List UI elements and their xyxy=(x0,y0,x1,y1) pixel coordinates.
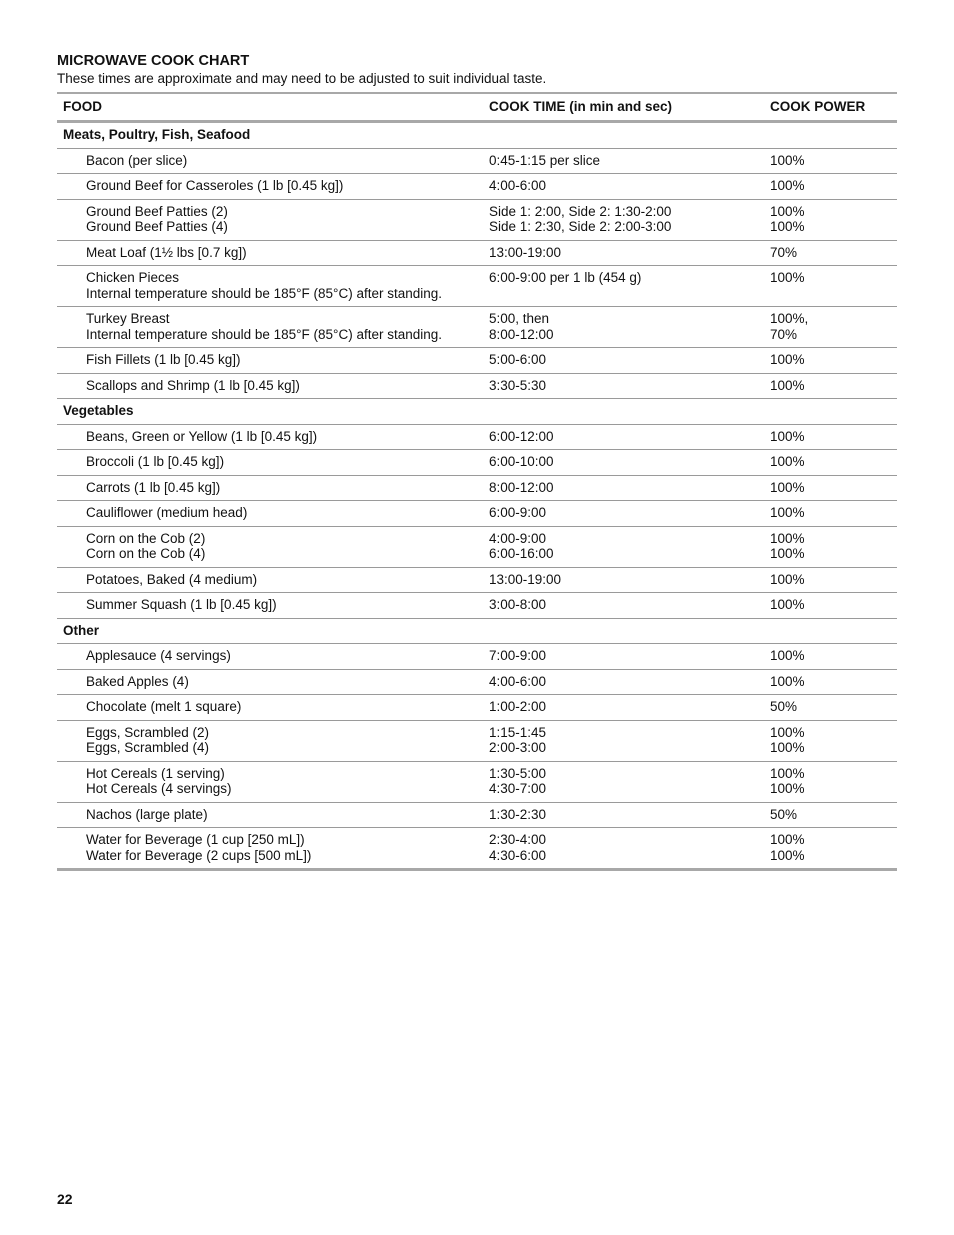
table-row xyxy=(57,695,897,721)
cook-power-cell xyxy=(764,695,897,721)
cook-time-cell xyxy=(483,526,764,567)
power-line: 100% xyxy=(770,765,805,781)
food-line: Fish Fillets (1 lb [0.45 kg]) xyxy=(86,352,241,367)
cook-power-cell xyxy=(764,348,897,374)
chart-subtitle: These times are approximate and may need to be adjusted to suit individual taste. xyxy=(57,71,547,86)
food-line: Carrots (1 lb [0.45 kg]) xyxy=(86,479,221,495)
food-line: Beans, Green or Yellow (1 lb [0.45 kg]) xyxy=(86,428,318,444)
food-cell xyxy=(57,199,483,240)
food-line: Chicken Pieces xyxy=(86,270,180,285)
food-line: Hot Cereals (1 serving) xyxy=(86,765,225,781)
cook-time-cell xyxy=(483,148,764,174)
food-line: Corn on the Cob (4) xyxy=(86,546,206,561)
cook-time-cell xyxy=(483,567,764,593)
cook-time-cell xyxy=(483,174,764,200)
time-line: 13:00-19:00 xyxy=(489,571,562,587)
header-row xyxy=(57,93,897,122)
food-line: Cauliflower (medium head) xyxy=(86,505,248,520)
table-row xyxy=(57,567,897,593)
cook-time-cell xyxy=(483,307,764,348)
power-line: 100% xyxy=(770,740,805,755)
table-row xyxy=(57,240,897,266)
category-label: Meats, Poultry, Fish, Seafood xyxy=(57,122,897,149)
time-line: 3:00-8:00 xyxy=(489,597,547,612)
cook-power-cell xyxy=(764,720,897,761)
power-line: 100%, xyxy=(770,311,809,326)
time-line: 4:30-6:00 xyxy=(489,847,547,863)
time-line: 1:15-1:45 xyxy=(489,724,547,740)
cook-power-cell xyxy=(764,450,897,476)
table-row xyxy=(57,266,897,307)
category-row xyxy=(57,122,897,149)
time-line: 4:00-6:00 xyxy=(489,178,547,193)
power-line: 100% xyxy=(770,648,805,663)
power-line: 100% xyxy=(770,505,805,520)
cook-power-cell xyxy=(764,424,897,450)
cook-power-cell xyxy=(764,567,897,593)
table-row xyxy=(57,828,897,870)
table-row xyxy=(57,475,897,501)
cook-power-cell xyxy=(764,501,897,527)
cook-time-cell xyxy=(483,475,764,501)
food-line: Summer Squash (1 lb [0.45 kg]) xyxy=(86,597,277,612)
power-line: 100% xyxy=(770,152,805,168)
page-number: 22 xyxy=(57,1191,73,1207)
food-line: Ground Beef for Casseroles (1 lb [0.45 kg]) xyxy=(86,178,344,193)
cook-power-cell xyxy=(764,644,897,670)
power-line: 100% xyxy=(770,219,805,234)
food-line: Turkey Breast xyxy=(86,311,170,326)
food-cell xyxy=(57,307,483,348)
table-row xyxy=(57,593,897,619)
document-page xyxy=(57,52,897,871)
cook-time-cell xyxy=(483,450,764,476)
time-line: 3:30-5:30 xyxy=(489,377,547,393)
time-line: 8:00-12:00 xyxy=(489,326,554,342)
food-line: Broccoli (1 lb [0.45 kg]) xyxy=(86,454,225,469)
power-line: 100% xyxy=(770,546,805,561)
power-line: 100% xyxy=(770,847,805,863)
food-cell xyxy=(57,526,483,567)
time-line: 2:00-3:00 xyxy=(489,740,547,755)
cook-time-cell xyxy=(483,695,764,721)
time-line: Side 1: 2:30, Side 2: 2:00-3:00 xyxy=(489,219,672,234)
cook-time-cell xyxy=(483,199,764,240)
cook-power-cell xyxy=(764,148,897,174)
table-row xyxy=(57,761,897,802)
food-line: Baked Apples (4) xyxy=(86,673,189,689)
food-line: Corn on the Cob (2) xyxy=(86,530,206,546)
cook-time-cell xyxy=(483,669,764,695)
power-line: 100% xyxy=(770,597,805,612)
food-cell xyxy=(57,501,483,527)
table-row xyxy=(57,720,897,761)
cook-power-cell xyxy=(764,373,897,399)
cook-power-cell xyxy=(764,240,897,266)
cook-time-cell xyxy=(483,240,764,266)
cook-time-cell xyxy=(483,373,764,399)
table-row xyxy=(57,526,897,567)
time-line: 4:30-7:00 xyxy=(489,781,547,796)
time-line: 4:00-6:00 xyxy=(489,673,547,689)
cook-power-cell xyxy=(764,761,897,802)
time-line: 6:00-10:00 xyxy=(489,454,554,469)
cook-power-cell xyxy=(764,174,897,200)
time-line: 1:00-2:00 xyxy=(489,699,547,714)
power-line: 100% xyxy=(770,203,805,219)
food-line: Nachos (large plate) xyxy=(86,806,208,822)
cook-power-cell xyxy=(764,307,897,348)
cook-power-cell xyxy=(764,828,897,870)
cook-time-cell xyxy=(483,644,764,670)
cook-power-cell xyxy=(764,475,897,501)
cook-power-cell xyxy=(764,199,897,240)
time-line: 6:00-16:00 xyxy=(489,546,554,561)
table-row xyxy=(57,199,897,240)
table-row xyxy=(57,148,897,174)
cook-chart-table xyxy=(57,92,897,871)
food-cell xyxy=(57,266,483,307)
power-line: 100% xyxy=(770,352,805,367)
food-line: Meat Loaf (1½ lbs [0.7 kg]) xyxy=(86,244,247,260)
power-line: 100% xyxy=(770,571,805,587)
cook-power-cell xyxy=(764,266,897,307)
table-header xyxy=(57,93,897,122)
food-cell xyxy=(57,695,483,721)
table-row xyxy=(57,644,897,670)
cook-time-cell xyxy=(483,720,764,761)
food-line: Scallops and Shrimp (1 lb [0.45 kg]) xyxy=(86,377,300,393)
food-line: Applesauce (4 servings) xyxy=(86,648,231,663)
power-line: 100% xyxy=(770,781,805,796)
time-line: 6:00-9:00 per 1 lb (454 g) xyxy=(489,270,642,285)
table-row xyxy=(57,802,897,828)
food-cell xyxy=(57,828,483,870)
food-cell xyxy=(57,424,483,450)
time-line: 8:00-12:00 xyxy=(489,479,554,495)
power-line: 100% xyxy=(770,673,805,689)
table-row xyxy=(57,348,897,374)
cook-time-cell xyxy=(483,501,764,527)
food-line: Internal temperature should be 185°F (85°C) after standing. xyxy=(86,326,442,342)
time-line: 5:00-6:00 xyxy=(489,352,547,367)
food-line: Ground Beef Patties (4) xyxy=(86,219,228,234)
table-body xyxy=(57,122,897,870)
cook-time-cell xyxy=(483,348,764,374)
power-line: 50% xyxy=(770,806,798,822)
table-row xyxy=(57,307,897,348)
food-line: Ground Beef Patties (2) xyxy=(86,203,228,219)
food-cell xyxy=(57,148,483,174)
power-line: 100% xyxy=(770,832,805,847)
category-row xyxy=(57,399,897,425)
food-cell xyxy=(57,802,483,828)
food-line: Internal temperature should be 185°F (85°C) after standing. xyxy=(86,285,442,301)
cook-time-cell xyxy=(483,802,764,828)
category-label: Other xyxy=(57,618,897,644)
time-line: 7:00-9:00 xyxy=(489,648,547,663)
time-line: 0:45-1:15 per slice xyxy=(489,152,601,168)
table-row xyxy=(57,450,897,476)
cook-power-cell xyxy=(764,669,897,695)
category-row xyxy=(57,618,897,644)
time-line: 1:30-5:00 xyxy=(489,765,547,781)
power-line: 70% xyxy=(770,326,798,342)
header-food: FOOD xyxy=(57,93,483,122)
time-line: 5:00, then xyxy=(489,311,550,326)
time-line: 6:00-9:00 xyxy=(489,505,547,520)
food-cell xyxy=(57,593,483,619)
time-line: 2:30-4:00 xyxy=(489,832,547,847)
food-cell xyxy=(57,174,483,200)
food-line: Potatoes, Baked (4 medium) xyxy=(86,571,258,587)
food-cell xyxy=(57,475,483,501)
cook-time-cell xyxy=(483,828,764,870)
food-cell xyxy=(57,567,483,593)
food-line: Water for Beverage (2 cups [500 mL]) xyxy=(86,847,312,863)
time-line: 1:30-2:30 xyxy=(489,806,547,822)
table-row xyxy=(57,424,897,450)
table-row xyxy=(57,501,897,527)
cook-time-cell xyxy=(483,424,764,450)
power-line: 100% xyxy=(770,270,805,285)
power-line: 100% xyxy=(770,479,805,495)
food-cell xyxy=(57,761,483,802)
time-line: Side 1: 2:00, Side 2: 1:30-2:00 xyxy=(489,203,672,219)
food-cell xyxy=(57,720,483,761)
header-cook-time: COOK TIME (in min and sec) xyxy=(483,93,764,122)
food-line: Chocolate (melt 1 square) xyxy=(86,699,242,714)
food-line: Eggs, Scrambled (2) xyxy=(86,724,210,740)
cook-power-cell xyxy=(764,526,897,567)
cook-time-cell xyxy=(483,593,764,619)
cook-power-cell xyxy=(764,802,897,828)
table-row xyxy=(57,174,897,200)
power-line: 100% xyxy=(770,178,805,193)
table-row xyxy=(57,373,897,399)
food-cell xyxy=(57,450,483,476)
power-line: 100% xyxy=(770,530,805,546)
header-cook-power: COOK POWER xyxy=(764,93,897,122)
time-line: 6:00-12:00 xyxy=(489,428,554,444)
food-line: Hot Cereals (4 servings) xyxy=(86,781,232,796)
time-line: 13:00-19:00 xyxy=(489,244,562,260)
cook-time-cell xyxy=(483,761,764,802)
time-line: 4:00-9:00 xyxy=(489,530,547,546)
power-line: 100% xyxy=(770,724,805,740)
food-line: Bacon (per slice) xyxy=(86,152,188,168)
cook-power-cell xyxy=(764,593,897,619)
table-row xyxy=(57,669,897,695)
food-cell xyxy=(57,669,483,695)
food-cell xyxy=(57,373,483,399)
food-cell xyxy=(57,644,483,670)
food-line: Eggs, Scrambled (4) xyxy=(86,740,210,755)
cook-time-cell xyxy=(483,266,764,307)
food-line: Water for Beverage (1 cup [250 mL]) xyxy=(86,832,305,847)
chart-title: MICROWAVE COOK CHART xyxy=(57,53,250,69)
category-label: Vegetables xyxy=(57,399,897,425)
power-line: 100% xyxy=(770,454,805,469)
power-line: 100% xyxy=(770,377,805,393)
food-cell xyxy=(57,240,483,266)
power-line: 70% xyxy=(770,244,798,260)
power-line: 100% xyxy=(770,428,805,444)
food-cell xyxy=(57,348,483,374)
power-line: 50% xyxy=(770,699,798,714)
